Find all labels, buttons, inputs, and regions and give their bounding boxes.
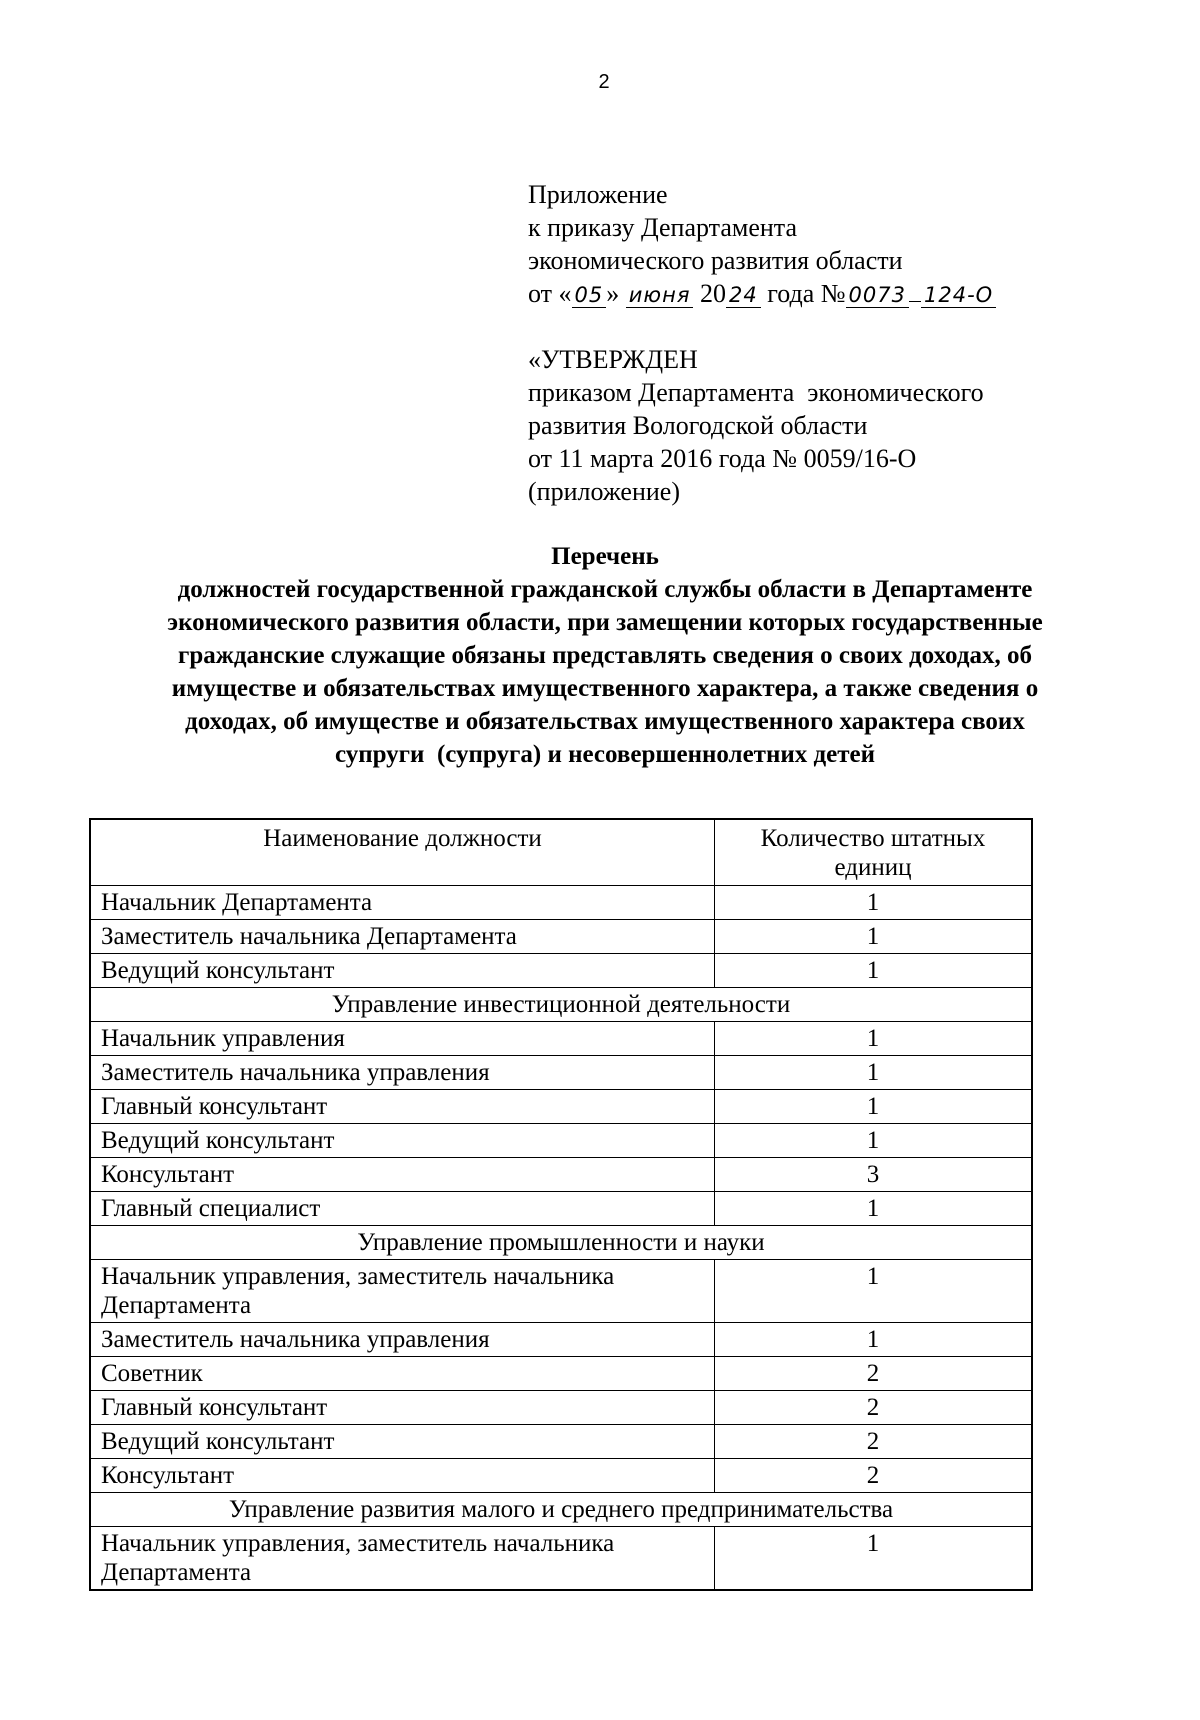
table-row: [90, 886, 1032, 920]
date-year-prefix: 20: [693, 279, 726, 308]
appendix-line: экономического развития области: [528, 246, 903, 275]
date-prefix: от «: [528, 279, 572, 308]
appendix-line: Приложение: [528, 180, 668, 209]
table-row: [90, 1056, 1032, 1090]
staff-count: 1: [715, 1090, 1032, 1124]
position-name: Начальник управления, заместитель начальника Департамента: [90, 1260, 715, 1323]
table-row: [90, 1527, 1032, 1591]
table-row: [90, 1459, 1032, 1493]
approved-line: от 11 марта 2016 года № 0059/16-О: [528, 444, 917, 473]
position-name: Начальник управления, заместитель начальника Департамента: [90, 1527, 715, 1591]
staff-count: 2: [715, 1391, 1032, 1425]
position-name: Главный консультант: [90, 1090, 715, 1124]
handwritten-month: июня: [626, 283, 694, 308]
appendix-date-line: [528, 277, 996, 312]
approved-line: (приложение): [528, 477, 681, 506]
staff-count: 1: [715, 1323, 1032, 1357]
date-year-word: года №: [760, 279, 846, 308]
title-line: имуществе и обязательствах имущественного характера, а также сведения о: [171, 675, 1039, 702]
staff-table: [89, 818, 1033, 1591]
section-title: Управление инвестиционной деятельности: [90, 988, 1032, 1022]
position-name: Главный консультант: [90, 1391, 715, 1425]
title-line: экономического развития области, при замещении которых государственные: [167, 609, 1043, 636]
table-section-row: [90, 1493, 1032, 1527]
title-line: должностей государственной гражданской службы области в Департаменте: [177, 576, 1033, 603]
staff-count: 1: [715, 1192, 1032, 1226]
handwritten-order-suffix: 124-О: [921, 283, 996, 308]
position-name: Заместитель начальника управления: [90, 1323, 715, 1357]
approved-block: [528, 343, 984, 508]
position-name: Начальник Департамента: [90, 886, 715, 920]
title-line: доходах, об имуществе и обязательствах имущественного характера своих: [185, 708, 1025, 735]
date-day-close: »: [606, 279, 620, 308]
staff-count: 1: [715, 954, 1032, 988]
title-line: супруги (супруга) и несовершеннолетних детей: [334, 741, 876, 768]
staff-count: 2: [715, 1357, 1032, 1391]
staff-count: 1: [715, 1260, 1032, 1323]
header-count: Количество штатных единиц: [715, 819, 1032, 886]
table-row: [90, 1391, 1032, 1425]
page-number: 2: [598, 71, 610, 93]
table-row: [90, 920, 1032, 954]
staff-count: 1: [715, 1124, 1032, 1158]
table-row: [90, 1260, 1032, 1323]
position-name: Главный специалист: [90, 1192, 715, 1226]
position-name: Ведущий консультант: [90, 954, 715, 988]
section-title: Управление развития малого и среднего предпринимательства: [90, 1493, 1032, 1527]
title-heading: Перечень: [551, 543, 659, 570]
staff-count: 1: [715, 886, 1032, 920]
header-position: Наименование должности: [90, 819, 715, 886]
table-body: [90, 886, 1032, 1591]
title-line: гражданские служащие обязаны представлять сведения о своих доходах, об: [178, 642, 1032, 669]
appendix-line: к приказу Департамента: [528, 213, 798, 242]
staff-count: 1: [715, 920, 1032, 954]
underline-gap: [909, 301, 921, 302]
document-title: [80, 540, 1130, 771]
staff-count: 1: [715, 1022, 1032, 1056]
position-name: Ведущий консультант: [90, 1425, 715, 1459]
staff-count: 2: [715, 1459, 1032, 1493]
position-name: Консультант: [90, 1459, 715, 1493]
staff-count: 3: [715, 1158, 1032, 1192]
staff-count: 1: [715, 1056, 1032, 1090]
table-row: [90, 1158, 1032, 1192]
position-name: Заместитель начальника Департамента: [90, 920, 715, 954]
position-name: Консультант: [90, 1158, 715, 1192]
approved-line: «УТВЕРЖДЕН: [528, 345, 698, 374]
table-row: [90, 1192, 1032, 1226]
table-row: [90, 1425, 1032, 1459]
table-row: [90, 1090, 1032, 1124]
table-row: [90, 1357, 1032, 1391]
handwritten-order-number: 0073: [846, 283, 909, 308]
position-name: Ведущий консультант: [90, 1124, 715, 1158]
handwritten-year: 24: [726, 283, 761, 308]
staff-count: 2: [715, 1425, 1032, 1459]
staff-count: 1: [715, 1527, 1032, 1591]
table-row: [90, 1124, 1032, 1158]
position-name: Советник: [90, 1357, 715, 1391]
approved-line: приказом Департамента экономического: [528, 378, 984, 407]
approved-line: развития Вологодской области: [528, 411, 868, 440]
table-section-row: [90, 988, 1032, 1022]
handwritten-day: 05: [572, 283, 607, 308]
table-row: [90, 954, 1032, 988]
position-name: Начальник управления: [90, 1022, 715, 1056]
table-header-row: [90, 819, 1032, 886]
table-row: [90, 1323, 1032, 1357]
table-row: [90, 1022, 1032, 1056]
table-section-row: [90, 1226, 1032, 1260]
appendix-block: [528, 178, 996, 312]
section-title: Управление промышленности и науки: [90, 1226, 1032, 1260]
position-name: Заместитель начальника управления: [90, 1056, 715, 1090]
